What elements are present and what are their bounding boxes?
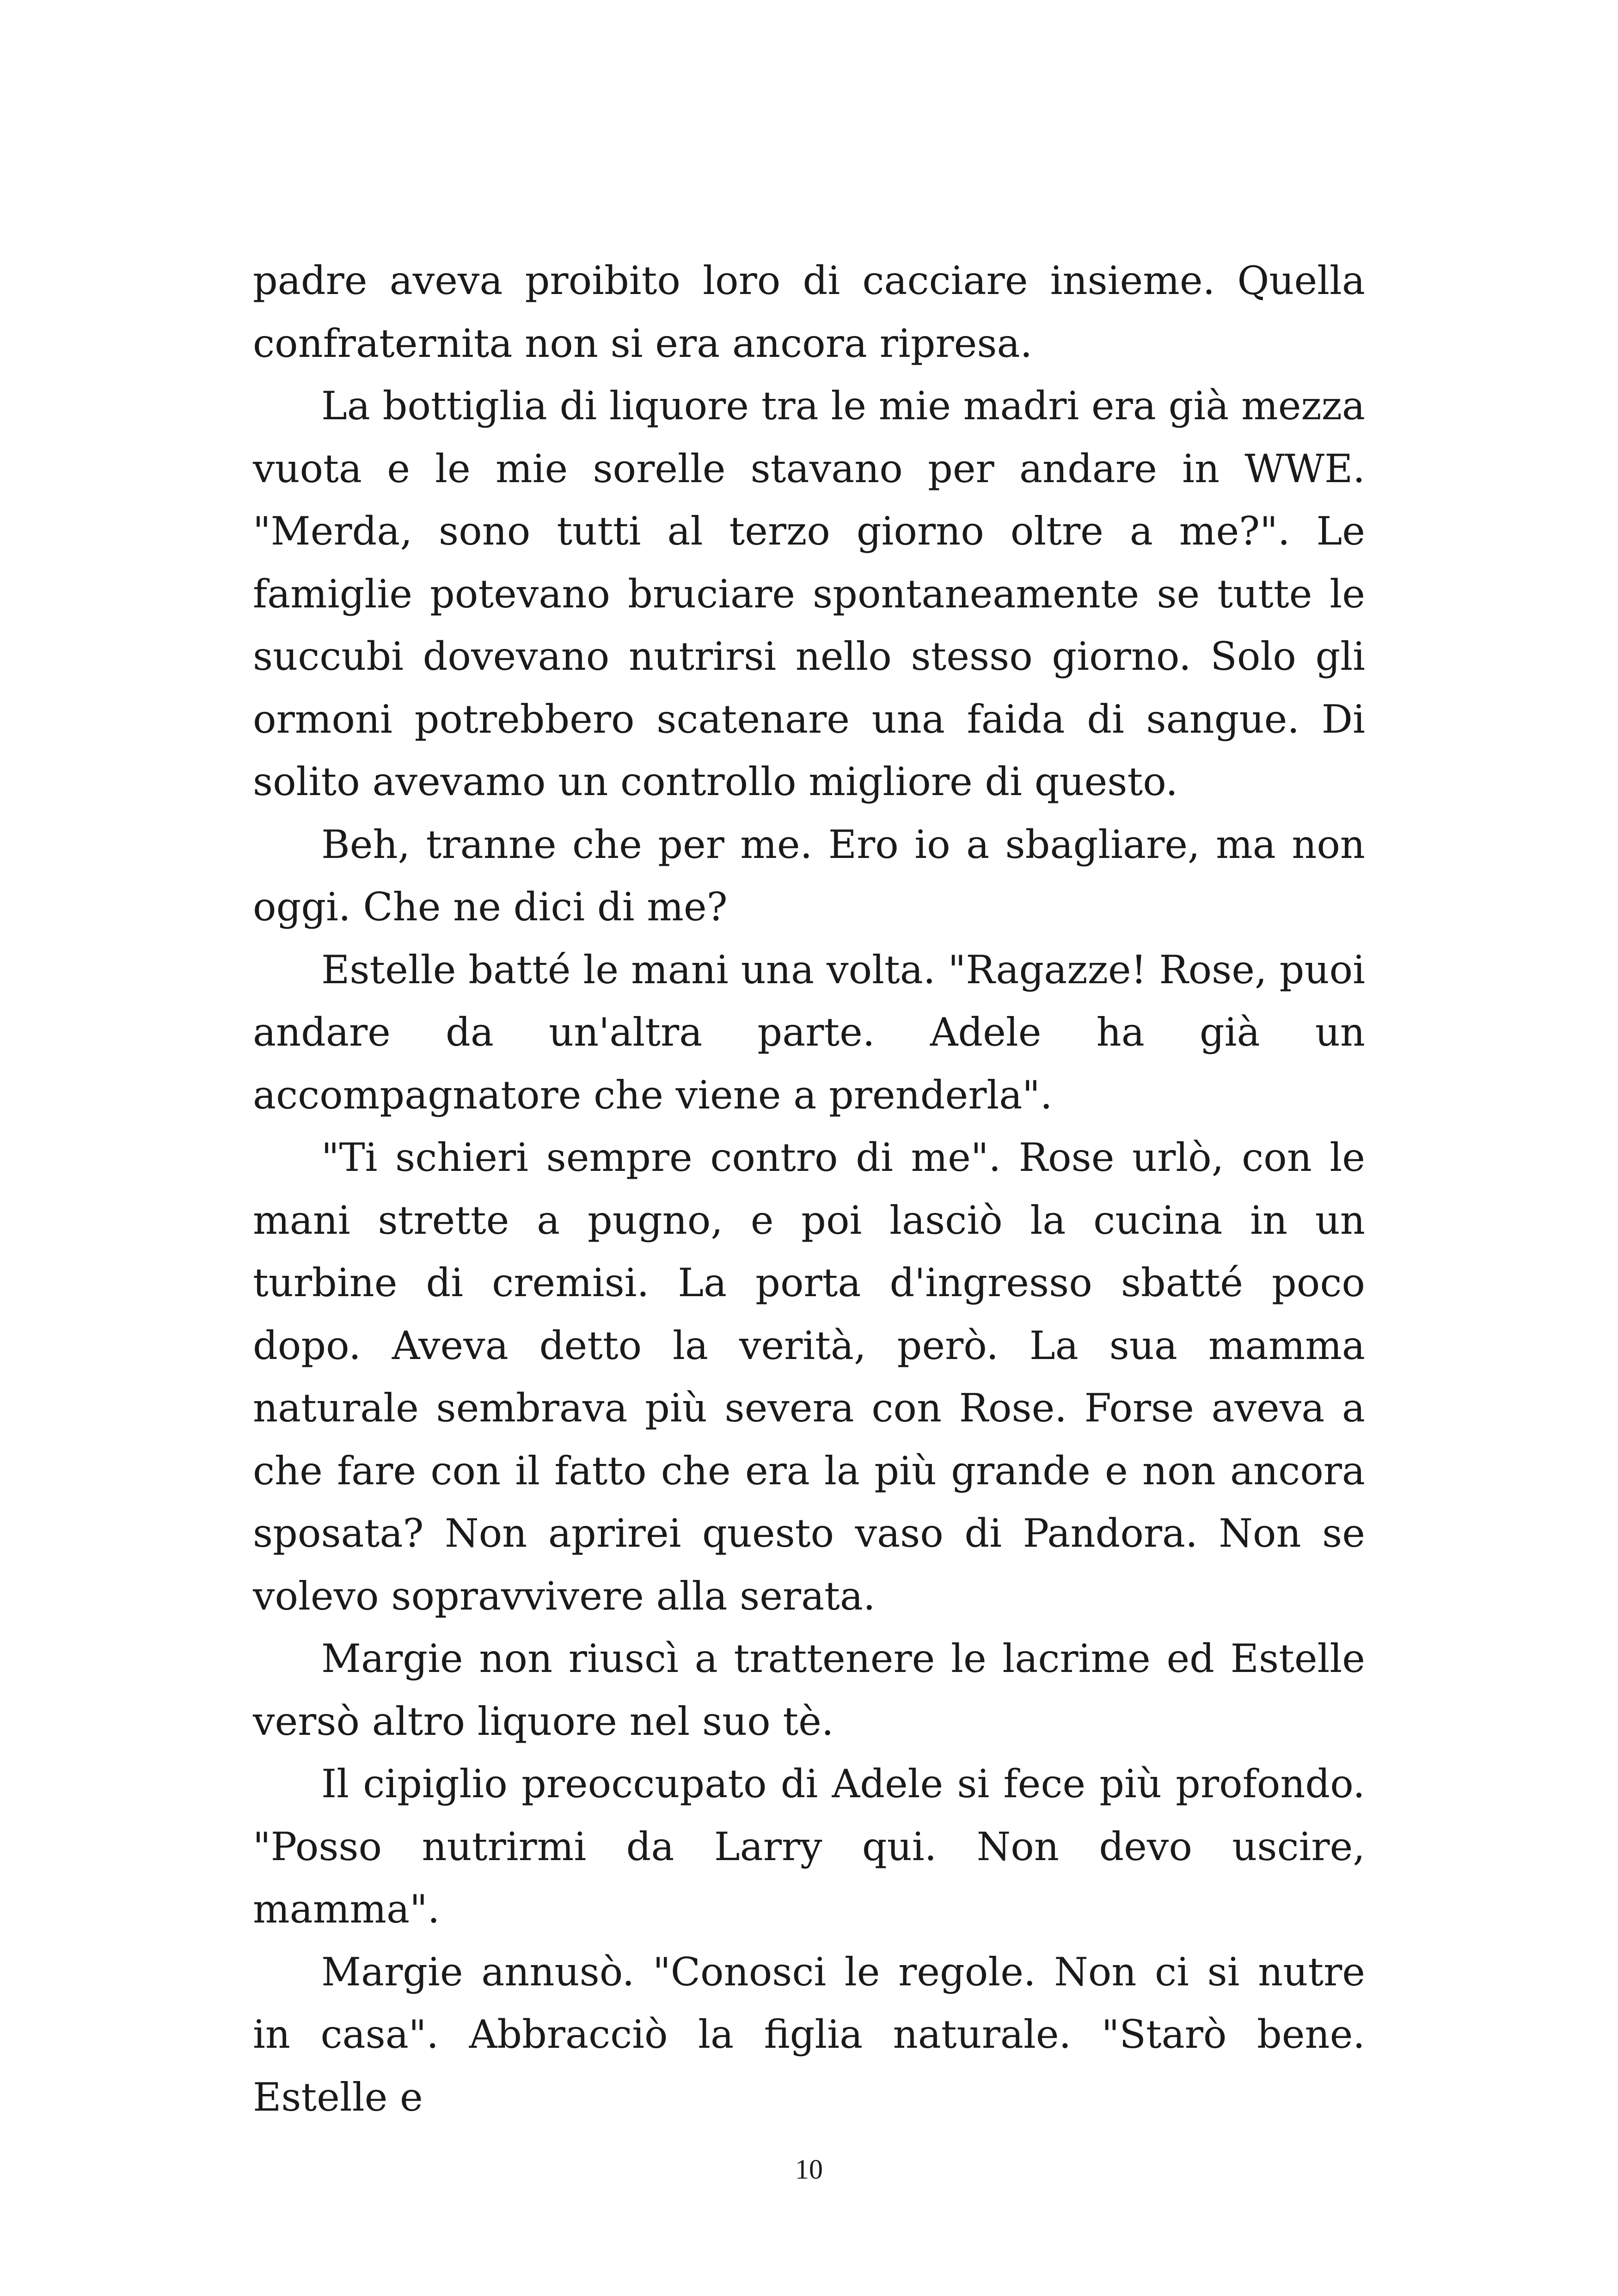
- paragraph: Beh, tranne che per me. Ero io a sbagliare, ma non oggi. Che ne dici di me?: [253, 821, 1365, 930]
- page-number: 10: [795, 2154, 823, 2185]
- body-text: [253, 250, 1365, 2129]
- paragraph: Margie annusò. "Conosci le regole. Non ci si nutre in casa". Abbracciò la figlia naturale. "Starò bene. Estelle e: [253, 1949, 1365, 2120]
- paragraph: La bottiglia di liquore tra le mie madri era già mezza vuota e le mie sorelle stavano per andare in WWE. "Merda, sono tutti al terzo giorno oltre a me?". Le famiglie potevano bruciare spontaneamente se tutte le succubi dovevano nutrirsi nello stesso giorno. Solo gli ormoni potrebbero scatenare una faida di sangue. Di solito avevamo un controllo migliore di questo.: [253, 383, 1365, 804]
- paragraph: Margie non riuscì a trattenere le lacrime ed Estelle versò altro liquore nel suo tè.: [253, 1636, 1365, 1744]
- paragraph: "Ti schieri sempre contro di me". Rose urlò, con le mani strette a pugno, e poi lasciò la cucina in un turbine di cremisi. La porta d'ingresso sbatté poco dopo. Aveva detto la verità, però. La sua mamma naturale sembrava più severa con Rose. Forse aveva a che fare con il fatto che era la più grande e non ancora sposata? Non aprirei questo vaso di Pandora. Non se volevo sopravvivere alla serata.: [253, 1135, 1365, 1619]
- paragraph: Il cipiglio preoccupato di Adele si fece più profondo. "Posso nutrirmi da Larry qui. Non devo uscire, mamma".: [253, 1761, 1365, 1932]
- paragraph: Estelle batté le mani una volta. "Ragazze! Rose, puoi andare da un'altra parte. Adele ha già un accompagnatore che viene a prenderla".: [253, 947, 1365, 1118]
- paragraph-continued: padre aveva proibito loro di cacciare insieme. Quella confraternita non si era ancora ripresa.: [253, 258, 1365, 366]
